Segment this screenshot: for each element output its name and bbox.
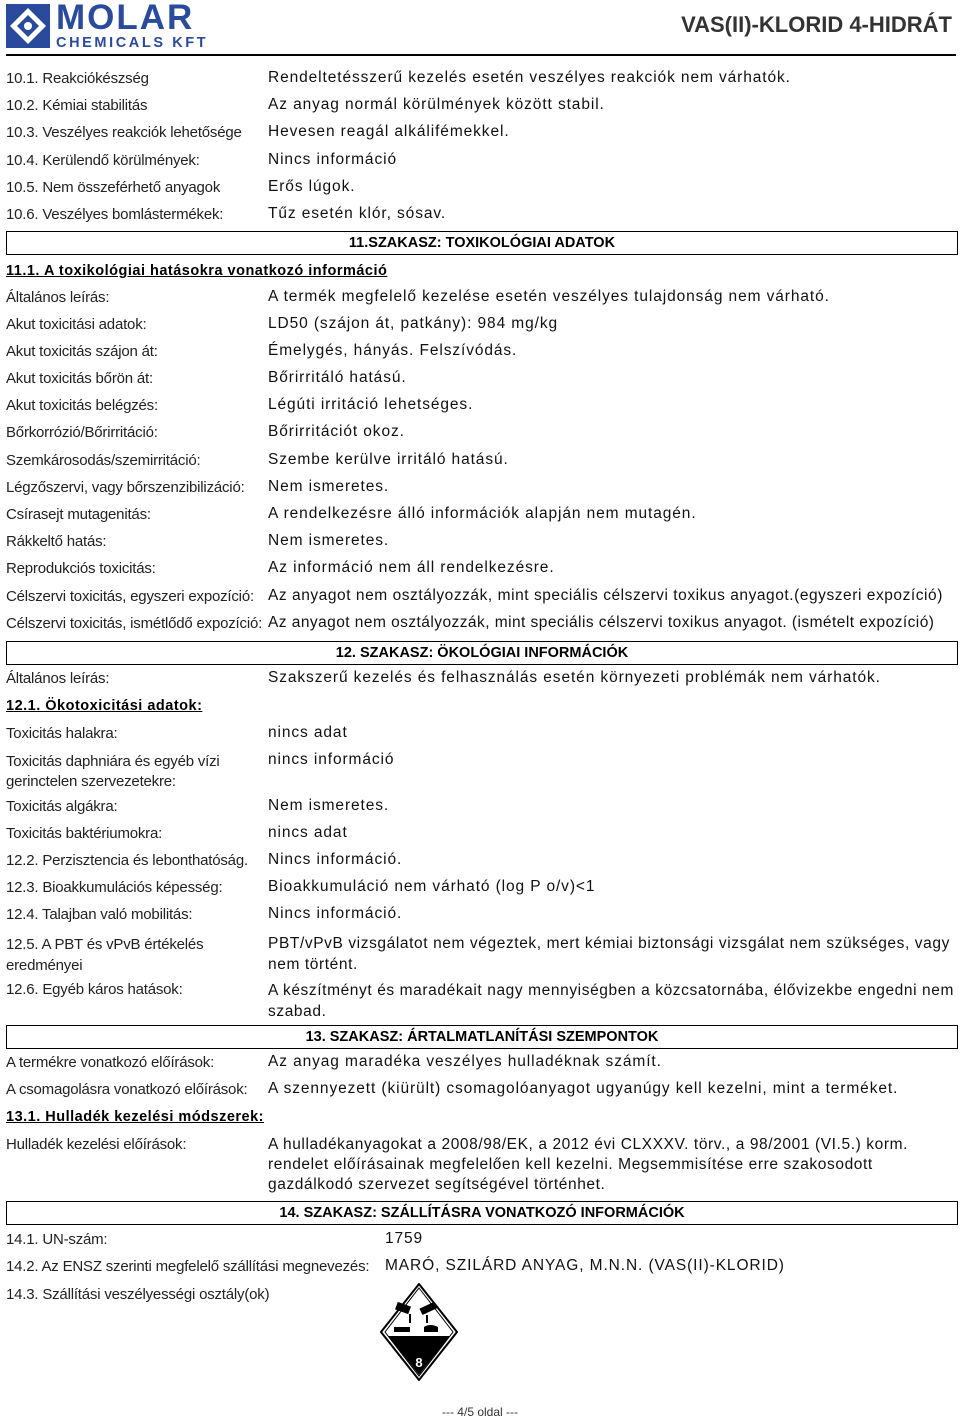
s12-value-7: Nincs információ. bbox=[268, 905, 403, 922]
s10-value-1: Rendeltetésszerű kezelés esetén veszélyes reakciók nem várhatók. bbox=[268, 69, 791, 86]
page-number: --- 4/5 oldal --- bbox=[441, 1405, 518, 1419]
s11-label-6: Bőrkorrózió/Bőrirritáció: bbox=[6, 424, 158, 441]
s13-value-2: A szennyezett (kiürült) csomagolóanyagot ugyanúgy kell kezelni, mint a terméket. bbox=[268, 1080, 899, 1097]
s12-value-6: Bioakkumuláció nem várható (log P o/v)<1 bbox=[268, 878, 596, 895]
pictogram-class-number: 8 bbox=[415, 1355, 423, 1370]
s11-value-4: Bőrirritáló hatású. bbox=[268, 369, 407, 386]
s13-label-2: A csomagolásra vonatkozó előírások: bbox=[6, 1081, 248, 1098]
s10-value-2: Az anyag normál körülmények között stabil. bbox=[268, 96, 605, 113]
s11-label-11: Reprodukciós toxicitás: bbox=[6, 560, 156, 577]
section-13-subheading: 13.1. Hulladék kezelési módszerek: bbox=[6, 1109, 264, 1125]
s12-general-label: Általános leírás: bbox=[6, 670, 110, 687]
s11-label-12: Célszervi toxicitás, egyszeri expozíció: bbox=[6, 588, 254, 605]
s12-value-5: Nincs információ. bbox=[268, 851, 403, 868]
section-14-header: 14. SZAKASZ: SZÁLLÍTÁSRA VONATKOZÓ INFORMÁCIÓK bbox=[6, 1201, 958, 1225]
s12-label-7: 12.4. Talajban való mobilitás: bbox=[6, 906, 193, 923]
s11-label-9: Csírasejt mutagenitás: bbox=[6, 506, 151, 523]
logo-text-top: MOLAR bbox=[56, 0, 195, 37]
s14-value-2: MARÓ, SZILÁRD ANYAG, M.N.N. (VAS(II)-KLORID) bbox=[385, 1257, 785, 1274]
s12-label-9: 12.6. Egyéb káros hatások: bbox=[6, 981, 183, 998]
s13-label-1: A termékre vonatkozó előírások: bbox=[6, 1054, 215, 1071]
s10-label-2: 10.2. Kémiai stabilitás bbox=[6, 97, 148, 114]
s12-value-2: nincs információ bbox=[268, 751, 395, 768]
s12-general-value: Szakszerű kezelés és felhasználás esetén környezeti problémák nem várhatók. bbox=[268, 669, 881, 686]
s10-label-5: 10.5. Nem összeférhető anyagok bbox=[6, 179, 221, 196]
s10-label-6: 10.6. Veszélyes bomlástermékek: bbox=[6, 206, 224, 223]
s11-label-2: Akut toxicitási adatok: bbox=[6, 316, 147, 333]
section-12-header: 12. SZAKASZ: ÖKOLÓGIAI INFORMÁCIÓK bbox=[6, 641, 958, 665]
s13-waste-label: Hulladék kezelési előírások: bbox=[6, 1136, 187, 1153]
s12-value-3: Nem ismeretes. bbox=[268, 797, 390, 814]
s11-label-13: Célszervi toxicitás, ismétlődő expozíció: bbox=[6, 615, 263, 632]
s11-label-1: Általános leírás: bbox=[6, 289, 110, 306]
s12-label-1: Toxicitás halakra: bbox=[6, 725, 118, 742]
s14-label-3: 14.3. Szállítási veszélyességi osztály(ok) bbox=[6, 1286, 270, 1303]
s12-label-6: 12.3. Bioakkumulációs képesség: bbox=[6, 879, 223, 896]
s10-value-3: Hevesen reagál alkálifémekkel. bbox=[268, 123, 510, 140]
s12-value-1: nincs adat bbox=[268, 724, 348, 741]
s11-label-8: Légzőszervi, vagy bőrszenzibilizáció: bbox=[6, 479, 245, 496]
s10-label-3: 10.3. Veszélyes reakciók lehetősége bbox=[6, 124, 242, 141]
s12-label-8: 12.5. A PBT és vPvB értékelés eredményei bbox=[6, 936, 204, 974]
s11-label-4: Akut toxicitás bőrön át: bbox=[6, 370, 153, 387]
s13-value-1: Az anyag maradéka veszélyes hulladéknak számít. bbox=[268, 1053, 662, 1070]
s10-value-5: Erős lúgok. bbox=[268, 178, 356, 195]
s11-value-3: Émelygés, hányás. Felszívódás. bbox=[268, 342, 518, 359]
s10-value-4: Nincs információ bbox=[268, 151, 397, 168]
s14-value-1: 1759 bbox=[385, 1230, 424, 1247]
s10-label-1: 10.1. Reakciókészség bbox=[6, 70, 149, 87]
document-title: VAS(II)-KLORID 4-HIDRÁT bbox=[681, 12, 952, 37]
s12-label-4: Toxicitás baktériumokra: bbox=[6, 825, 163, 842]
s11-value-1: A termék megfelelő kezelése esetén veszélyes tulajdonság nem várható. bbox=[268, 288, 830, 305]
section-12-subheading: 12.1. Ökotoxicitási adatok: bbox=[6, 698, 203, 714]
s11-value-6: Bőrirritációt okoz. bbox=[268, 423, 405, 440]
s11-label-10: Rákkeltő hatás: bbox=[6, 533, 107, 550]
s12-label-3: Toxicitás algákra: bbox=[6, 798, 118, 815]
s12-label-5: 12.2. Perzisztencia és lebonthatóság. bbox=[6, 852, 248, 869]
s11-value-10: Nem ismeretes. bbox=[268, 532, 390, 549]
s12-value-9: A készítményt és maradékait nagy mennyiségben a közcsatornába, élővizekbe engedni nem szabad. bbox=[268, 982, 955, 1020]
s12-value-4: nincs adat bbox=[268, 824, 348, 841]
s14-label-2: 14.2. Az ENSZ szerinti megfelelő szállítási megnevezés: bbox=[6, 1258, 370, 1275]
s12-value-8: PBT/vPvB vizsgálatot nem végeztek, mert kémiai biztonsági vizsgálat nem szükséges, vagy nem történt. bbox=[268, 935, 950, 973]
s10-label-4: 10.4. Kerülendő körülmények: bbox=[6, 152, 200, 169]
s11-label-7: Szemkárosodás/szemirritáció: bbox=[6, 452, 201, 469]
company-logo bbox=[6, 0, 226, 51]
s11-value-2: LD50 (szájon át, patkány): 984 mg/kg bbox=[268, 315, 559, 332]
s11-value-9: A rendelkezésre álló információk alapján nem mutagén. bbox=[268, 505, 697, 522]
s11-value-5: Légúti irritáció lehetséges. bbox=[268, 396, 474, 413]
s11-value-7: Szembe kerülve irritáló hatású. bbox=[268, 451, 509, 468]
logo-mark-icon bbox=[6, 4, 50, 48]
s13-waste-value: A hulladékanyagokat a 2008/98/EK, a 2012 évi CLXXXV. törv., a 98/2001 (VI.5.) korm. rendelet előírásainak megfelelően kell kezelni. Megsemmisítése erre szakosodott gazdálkodó szervezet segítségével történhet. bbox=[268, 1136, 909, 1193]
logo-text-bottom: CHEMICALS KFT bbox=[56, 35, 209, 51]
s11-value-13: Az anyagot nem osztályozzák, mint speciális célszervi toxikus anyagot. (ismételt expozíció) bbox=[268, 614, 935, 631]
section-11-header: 11.SZAKASZ: TOXIKOLÓGIAI ADATOK bbox=[6, 231, 958, 255]
s12-label-2: Toxicitás daphniára és egyéb vízi gerinctelen szervezetekre: bbox=[6, 753, 220, 790]
header-divider bbox=[6, 54, 956, 56]
section-13-header: 13. SZAKASZ: ÁRTALMATLANÍTÁSI SZEMPONTOK bbox=[6, 1025, 958, 1049]
s14-label-1: 14.1. UN-szám: bbox=[6, 1231, 108, 1248]
s11-value-12: Az anyagot nem osztályozzák, mint speciális célszervi toxikus anyagot.(egyszeri expozíció) bbox=[268, 587, 943, 604]
s11-value-11: Az információ nem áll rendelkezésre. bbox=[268, 559, 555, 576]
s11-label-3: Akut toxicitás szájon át: bbox=[6, 343, 158, 360]
s11-label-5: Akut toxicitás belégzés: bbox=[6, 397, 158, 414]
section-11-subheading: 11.1. A toxikológiai hatásokra vonatkozó információ bbox=[6, 263, 388, 279]
s11-value-8: Nem ismeretes. bbox=[268, 478, 390, 495]
corrosive-pictogram bbox=[380, 1283, 458, 1381]
s10-value-6: Tűz esetén klór, sósav. bbox=[268, 205, 447, 222]
